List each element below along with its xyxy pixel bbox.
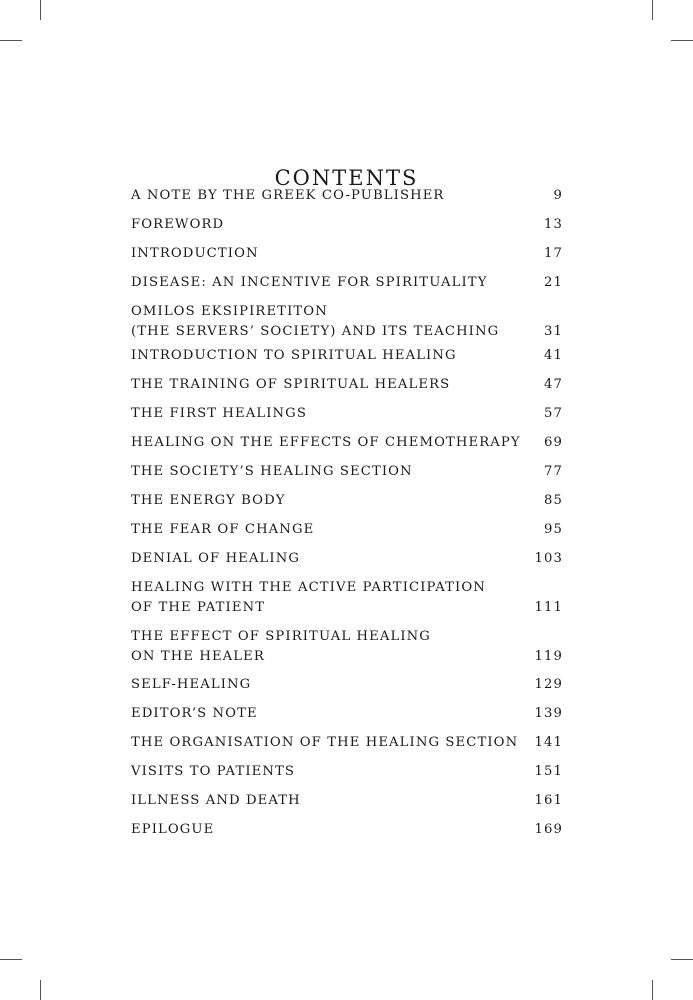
crop-mark-top-right-horizontal bbox=[671, 40, 693, 41]
toc-entry-page-number: 139 bbox=[534, 706, 563, 721]
toc-entry-page-number: 17 bbox=[544, 246, 563, 261]
toc-entry bbox=[131, 186, 563, 206]
toc-entry bbox=[131, 462, 563, 482]
toc-entry-page-number: 13 bbox=[544, 217, 563, 232]
toc-entry bbox=[131, 704, 563, 724]
toc-entry-page-number: 161 bbox=[534, 793, 563, 808]
crop-mark-bottom-left-vertical bbox=[40, 980, 41, 1000]
toc-entry-title: HEALING ON THE EFFECTS OF CHEMOTHERAPY bbox=[131, 435, 521, 450]
toc-entry-title: INTRODUCTION TO SPIRITUAL HEALING bbox=[131, 348, 457, 363]
toc-entry-page-number: 129 bbox=[534, 677, 563, 692]
toc-entry bbox=[131, 549, 563, 569]
toc-entry bbox=[131, 375, 563, 395]
toc-entry bbox=[131, 273, 563, 293]
toc-entry bbox=[131, 675, 563, 695]
toc-entry-title: THE EFFECT OF SPIRITUAL HEALING ON THE HEALER bbox=[131, 629, 431, 664]
toc-entry-title: HEALING WITH THE ACTIVE PARTICIPATION OF THE PATIENT bbox=[131, 580, 486, 615]
toc-entry-title: DENIAL OF HEALING bbox=[131, 551, 300, 566]
toc-entry-page-number: 21 bbox=[544, 275, 563, 290]
crop-mark-top-left-horizontal bbox=[0, 40, 22, 41]
contents-heading: CONTENTS bbox=[274, 166, 419, 191]
crop-mark-top-right-vertical bbox=[652, 0, 653, 20]
crop-mark-bottom-left-horizontal bbox=[0, 959, 22, 960]
toc-entry-title: THE ENERGY BODY bbox=[131, 493, 286, 508]
toc-entry bbox=[131, 302, 563, 342]
toc-entry-page-number: 47 bbox=[544, 377, 563, 392]
crop-mark-bottom-right-horizontal bbox=[671, 959, 693, 960]
toc-entry-page-number: 119 bbox=[534, 649, 563, 664]
toc-entry-page-number: 77 bbox=[544, 464, 563, 479]
toc-entry-title: A NOTE BY THE GREEK CO-PUBLISHER bbox=[131, 188, 445, 203]
toc-entry-page-number: 31 bbox=[544, 324, 563, 339]
toc-entry-title: THE FIRST HEALINGS bbox=[131, 406, 307, 421]
toc-entry-page-number: 57 bbox=[544, 406, 563, 421]
toc-entry bbox=[131, 404, 563, 424]
toc-entry bbox=[131, 244, 563, 264]
toc-entry-title: ILLNESS AND DEATH bbox=[131, 793, 301, 808]
toc-entry-title: THE SOCIETY’S HEALING SECTION bbox=[131, 464, 413, 479]
toc-entry-title: THE ORGANISATION OF THE HEALING SECTION bbox=[131, 735, 519, 750]
toc-entry-title: SELF-HEALING bbox=[131, 677, 252, 692]
toc-entry-title: THE TRAINING OF SPIRITUAL HEALERS bbox=[131, 377, 451, 392]
toc-entry bbox=[131, 433, 563, 453]
toc-entry-page-number: 9 bbox=[553, 188, 563, 203]
toc-entry-page-number: 111 bbox=[534, 600, 563, 615]
toc-entry-title: VISITS TO PATIENTS bbox=[131, 764, 296, 779]
toc-entry bbox=[131, 491, 563, 511]
crop-mark-top-left-vertical bbox=[40, 0, 41, 20]
toc-entry-title: EDITOR’S NOTE bbox=[131, 706, 258, 721]
toc-entry bbox=[131, 215, 563, 235]
toc-entry-page-number: 41 bbox=[544, 348, 563, 363]
toc-entry-page-number: 169 bbox=[534, 822, 563, 837]
toc-entry-page-number: 151 bbox=[534, 764, 563, 779]
toc-entry bbox=[131, 733, 563, 753]
toc-entry bbox=[131, 791, 563, 811]
crop-mark-bottom-right-vertical bbox=[652, 980, 653, 1000]
toc-entry-page-number: 141 bbox=[534, 735, 563, 750]
toc-entry-page-number: 69 bbox=[544, 435, 563, 450]
toc-entry bbox=[131, 820, 563, 840]
toc-entry-page-number: 85 bbox=[544, 493, 563, 508]
toc-entry-title: DISEASE: AN INCENTIVE FOR SPIRITUALITY bbox=[131, 275, 488, 290]
toc-entry bbox=[131, 346, 563, 366]
toc-entry-title: FOREWORD bbox=[131, 217, 225, 232]
toc-entry bbox=[131, 578, 563, 618]
toc-entry-title: EPILOGUE bbox=[131, 822, 215, 837]
toc-entry-title: OMILOS EKSIPIRETITON (THE SERVERS’ SOCIETY) AND ITS TEACHING bbox=[131, 304, 500, 339]
table-of-contents bbox=[131, 186, 563, 840]
toc-entry-page-number: 95 bbox=[544, 522, 563, 537]
toc-entry bbox=[131, 520, 563, 540]
toc-entry bbox=[131, 627, 563, 667]
toc-entry-page-number: 103 bbox=[534, 551, 563, 566]
toc-entry bbox=[131, 762, 563, 782]
toc-entry-title: THE FEAR OF CHANGE bbox=[131, 522, 315, 537]
toc-entry-title: INTRODUCTION bbox=[131, 246, 259, 261]
